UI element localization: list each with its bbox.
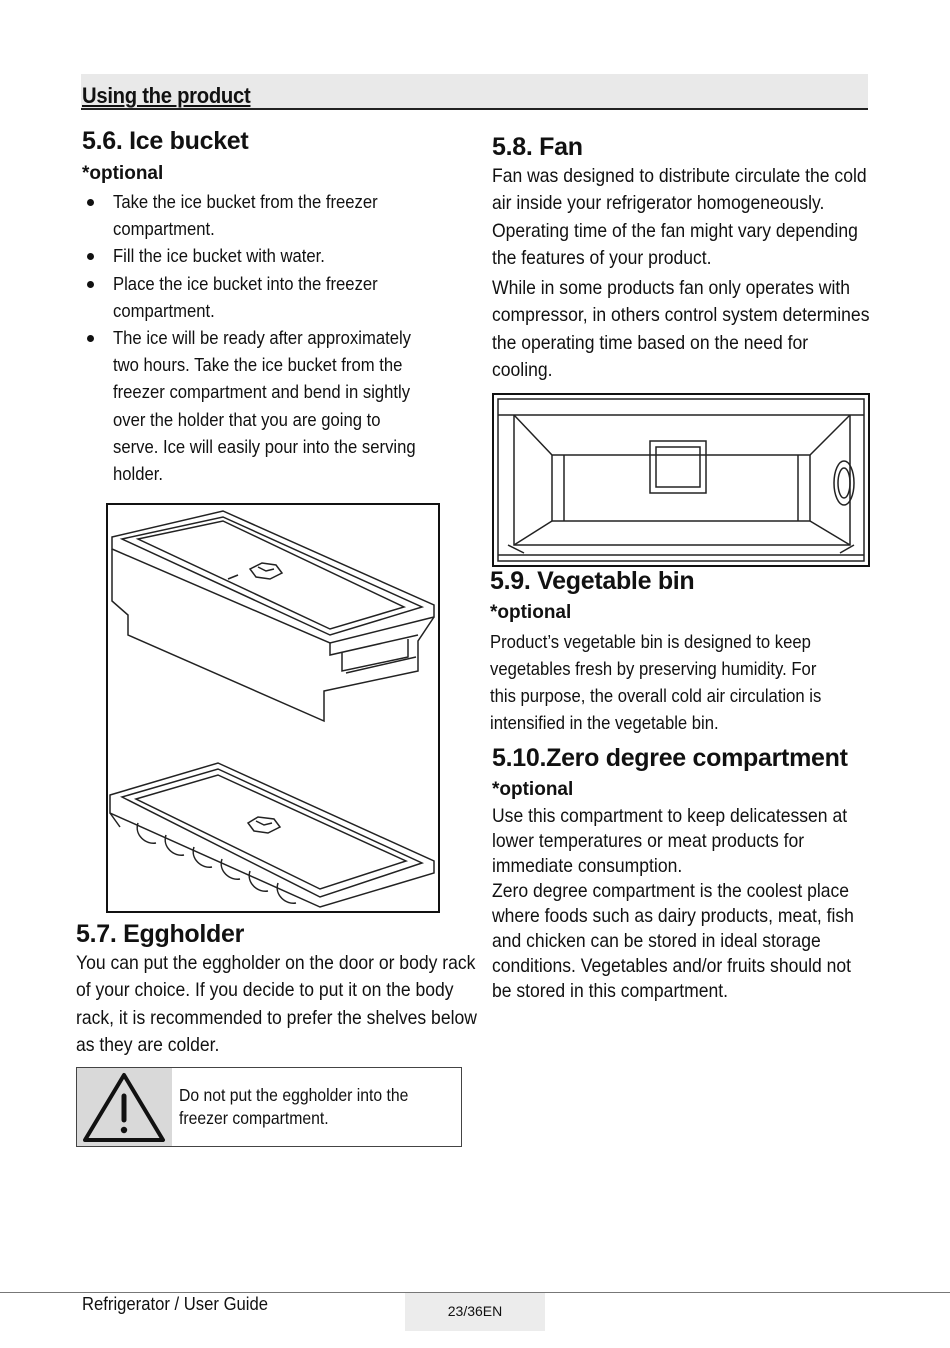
ice-bucket-steps xyxy=(81,188,461,487)
vegetable-bin-text: Product’s vegetable bin is designed to keep vegetables fresh by preserving humidity. For this purpose, the overall cold air circulation is intensified in the vegetable bin. xyxy=(490,631,822,733)
fan-compartment-drawing xyxy=(494,395,868,565)
fan-illustration xyxy=(492,393,870,567)
page-number: 23/36EN xyxy=(447,1303,503,1319)
bullet-dot xyxy=(87,281,94,288)
bullet-dot xyxy=(87,253,94,260)
warning-icon-panel xyxy=(77,1068,172,1146)
eggholder-heading: 5.7. Eggholder xyxy=(76,920,245,948)
section-header-title: Using the product xyxy=(82,83,251,108)
list-item: Fill the ice bucket with water. xyxy=(81,242,461,269)
ice-bucket-illustration xyxy=(106,503,440,913)
list-item: Place the ice bucket into the freezer compartment. xyxy=(81,270,461,324)
zero-degree-heading: 5.10.Zero degree compartment xyxy=(492,744,848,772)
zero-degree-paragraph-1: Use this compartment to keep delicatessen at lower temperatures or meat products for immediate consumption. xyxy=(492,805,848,877)
warning-text: Do not put the eggholder into the freezer compartment. xyxy=(179,1085,409,1128)
warning-triangle-icon xyxy=(77,1068,172,1146)
fan-heading: 5.8. Fan xyxy=(492,133,583,161)
ice-bucket-drawing xyxy=(108,505,438,911)
vegetable-bin-heading: 5.9. Vegetable bin xyxy=(490,567,695,595)
list-item: Take the ice bucket from the freezer compartment. xyxy=(81,188,461,242)
fan-paragraph-1: Fan was designed to distribute circulate the cold air inside your refrigerator homogeneously. Operating time of the fan might vary depending the features of your product. xyxy=(492,165,867,269)
bullet-dot xyxy=(87,199,94,206)
bullet-dot xyxy=(87,335,94,342)
vegetable-bin-optional: *optional xyxy=(490,602,572,623)
ice-bucket-optional: *optional xyxy=(82,163,164,184)
list-item: The ice will be ready after approximately two hours. Take the ice bucket from the freezer compartment and bend in sightly over the holder that you are going to serve. Ice will easily pour into the serving holder. xyxy=(81,324,461,487)
warning-box xyxy=(76,1067,462,1147)
zero-degree-optional: *optional xyxy=(492,779,574,800)
eggholder-text: You can put the eggholder on the door or body rack of your choice. If you decide to put it on the body rack, it is recommended to prefer the shelves below as they are colder. xyxy=(76,952,477,1056)
ice-bucket-heading: 5.6. Ice bucket xyxy=(82,127,249,155)
footer-guide-title: Refrigerator / User Guide xyxy=(82,1293,269,1314)
fan-paragraph-2: While in some products fan only operates with compressor, in others control system determines the operating time based on the need for cooling. xyxy=(492,277,870,381)
zero-degree-paragraph-2: Zero degree compartment is the coolest place where foods such as dairy products, meat, fish and chicken can be stored in ideal storage conditions. Vegetables and/or fruits should not be stored in this compartment. xyxy=(492,880,854,1002)
